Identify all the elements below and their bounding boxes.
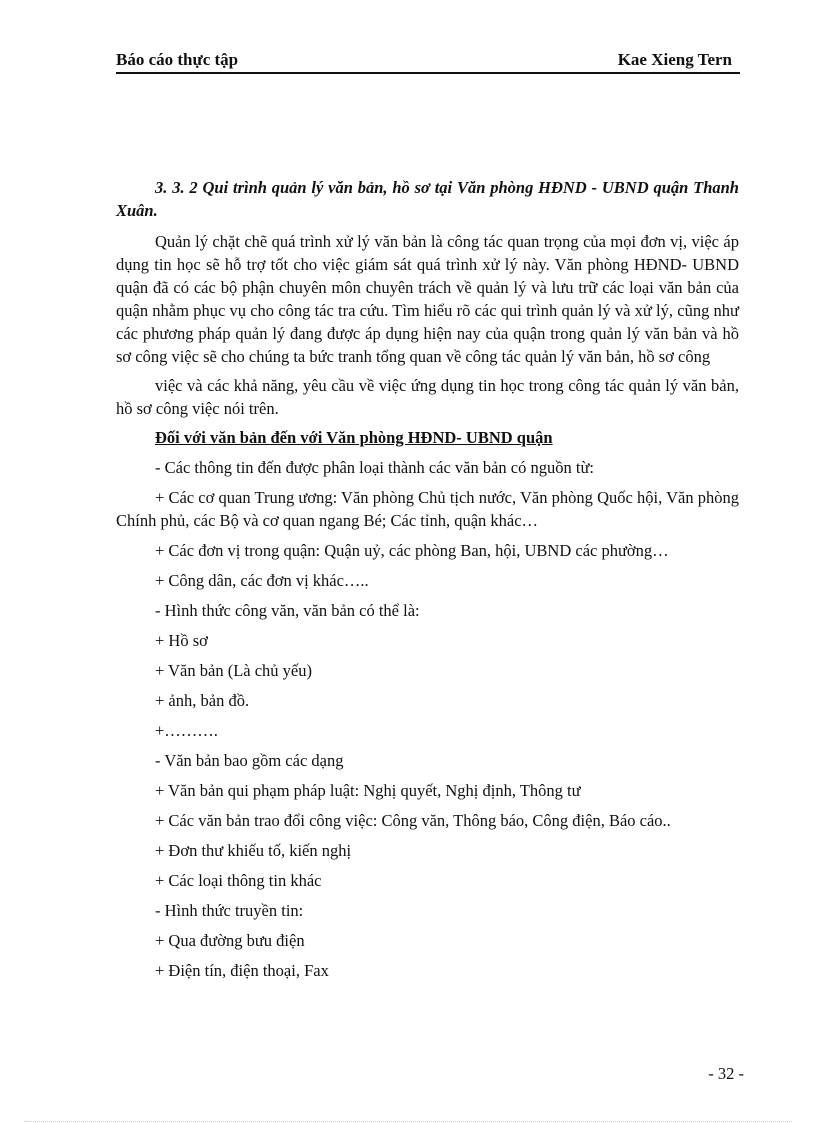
intro-paragraph-2: việc và các khả năng, yêu cầu về việc ứng dụng tin học trong công tác quản lý văn bản, hồ sơ công việc nói trên. <box>116 376 739 418</box>
list-item: - Văn bản bao gồm các dạng <box>155 751 344 770</box>
sub-heading: Đối với văn bản đến với Văn phòng HĐND- UBND quận <box>155 428 553 447</box>
page-bottom-divider <box>24 1121 792 1122</box>
list-item: + Hồ sơ <box>155 631 208 650</box>
list-item: + Văn bản (Là chủ yếu) <box>155 661 312 680</box>
page-header <box>116 48 740 74</box>
header-author-name: Kae Xieng Tern <box>617 50 732 69</box>
list-item: + Văn bản qui phạm pháp luật: Nghị quyết, Nghị định, Thông tư <box>155 781 581 800</box>
list-item: + Công dân, các đơn vị khác….. <box>155 571 369 590</box>
list-item: + Các văn bản trao đổi công việc: Công văn, Thông báo, Công điện, Báo cáo.. <box>155 811 671 830</box>
list-item: + ảnh, bản đồ. <box>155 691 250 710</box>
list-item: + Đơn thư khiếu tố, kiến nghị <box>155 841 352 860</box>
list-item: + Các đơn vị trong quận: Quận uỷ, các phòng Ban, hội, UBND các phường… <box>155 541 669 560</box>
document-body <box>116 176 739 989</box>
header-report-title: Báo cáo thực tập <box>116 50 239 69</box>
list-item: + Qua đường bưu điện <box>155 931 305 950</box>
section-heading: 3. 3. 2 Qui trình quản lý văn bản, hồ sơ tại Văn phòng HĐND - UBND quận Thanh Xuân. <box>116 178 739 220</box>
list-item: + Các cơ quan Trung ương: Văn phòng Chủ tịch nước, Văn phòng Quốc hội, Văn phòng Chính phủ, các Bộ và cơ quan ngang Bé; Các tỉnh, quận khác… <box>116 488 739 530</box>
list-item: - Hình thức công văn, văn bản có thể là: <box>155 601 420 620</box>
list-item: + Điện tín, điện thoại, Fax <box>155 961 329 980</box>
list-item: - Hình thức truyền tin: <box>155 901 304 920</box>
list-item: + Các loại thông tin khác <box>155 871 322 890</box>
list-item: - Các thông tin đến được phân loại thành các văn bản có nguồn từ: <box>155 458 594 477</box>
intro-paragraph-1: Quản lý chặt chẽ quá trình xử lý văn bản là công tác quan trọng của mọi đơn vị, việc áp dụng tin học sẽ hỗ trợ tốt cho việc giám sát quá trình xử lý này. Văn phòng HĐND- UBND quận đã có các bộ phận chuyên môn chuyên trách về quản lý và lưu trữ các loại văn bản của quận nhằm phục vụ cho công tác tra cứu. Tìm hiểu rõ các qui trình quản lý và xử lý, cũng như các phương pháp quản lý đang được áp dụng hiện nay của quận trong quản lý văn bản và hồ sơ công việc sẽ cho chúng ta bức tranh tổng quan về công tác quản lý văn bản, hồ sơ công <box>116 232 739 366</box>
list-item: +………. <box>155 721 218 740</box>
page-number: - 32 - <box>708 1064 744 1083</box>
